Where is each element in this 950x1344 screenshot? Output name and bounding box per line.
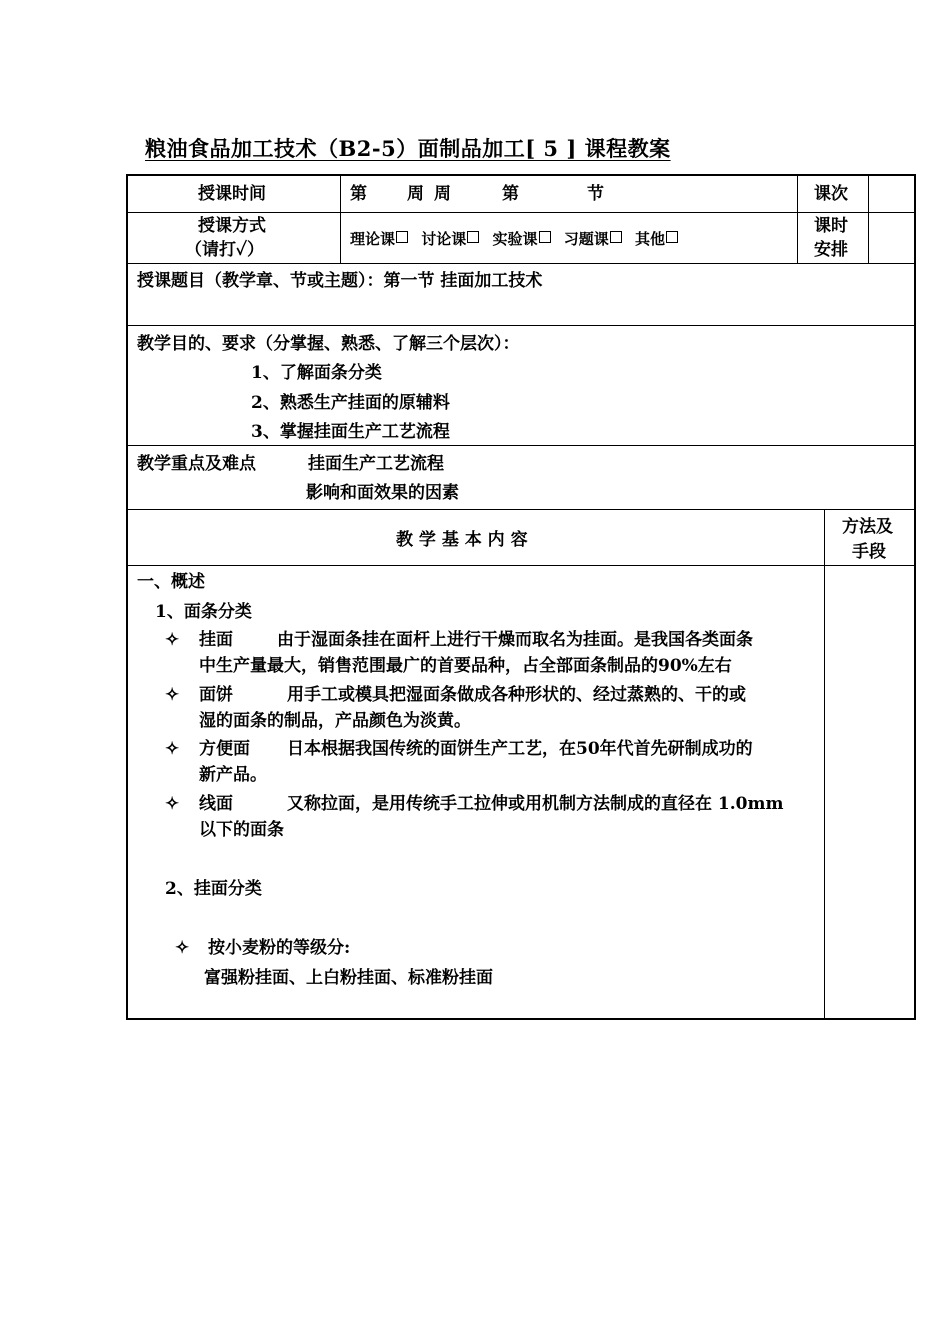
option-exercise: 习题课 <box>564 230 630 248</box>
noodle-subclass-heading: 2、挂面分类 <box>165 879 262 899</box>
class-hours-label: 课时 <box>814 216 848 236</box>
entry-desc: 日本根据我国传统的面饼生产工艺，在50年代首先研制成功的 <box>287 739 753 759</box>
entry-desc-cont: 中生产量最大，销售范围最广的首要品种，占全部面条制品的90%左右 <box>199 656 732 676</box>
row-divider <box>128 565 914 566</box>
entry-term: 挂面 <box>199 630 233 650</box>
keypoint-item: 挂面生产工艺流程 <box>308 454 444 474</box>
entry-desc: 由于湿面条挂在面杆上进行干燥而取名为挂面。是我国各类面条 <box>277 630 753 650</box>
teaching-mode-options <box>350 231 686 247</box>
diamond-bullet-icon: ✧ <box>165 630 180 650</box>
checkbox-other[interactable] <box>666 231 678 243</box>
col-divider <box>824 510 825 1018</box>
keypoints-label: 教学重点及难点 <box>137 454 256 474</box>
class-hours-label-2: 安排 <box>814 240 848 260</box>
diamond-bullet-icon: ✧ <box>165 739 180 759</box>
section-suffix: 节 <box>587 184 604 204</box>
section-overview-heading: 一、概述 <box>137 572 205 592</box>
col-divider <box>340 176 341 264</box>
method-header: 方法及 <box>842 517 893 537</box>
objective-item: 2、熟悉生产挂面的原辅料 <box>251 393 450 413</box>
method-header-2: 手段 <box>852 542 886 562</box>
checkbox-exercise[interactable] <box>610 231 622 243</box>
lesson-topic: 授课题目（教学章、节或主题）：第一节 挂面加工技术 <box>137 271 543 291</box>
noodle-classification-heading: 1、面条分类 <box>155 602 252 622</box>
week-prefix: 第 <box>350 184 367 204</box>
diamond-bullet-icon: ✧ <box>165 794 180 814</box>
entry-desc-cont: 新产品。 <box>199 765 267 785</box>
checkbox-theory[interactable] <box>396 231 408 243</box>
objectives-heading: 教学目的、要求（分掌握、熟悉、了解三个层次）： <box>137 334 520 354</box>
diamond-bullet-icon: ✧ <box>165 685 180 705</box>
weekday-label: 周 <box>434 184 451 204</box>
teaching-time-label: 授课时间 <box>198 184 266 204</box>
option-discussion: 讨论课 <box>421 230 487 248</box>
lesson-plan-table <box>126 174 916 1020</box>
col-divider <box>868 176 869 264</box>
entry-desc-cont: 湿的面条的制品，产品颜色为淡黄。 <box>199 711 471 731</box>
col-divider <box>797 176 798 264</box>
row-divider <box>128 325 914 326</box>
option-theory: 理论课 <box>350 230 416 248</box>
entry-term: 线面 <box>199 794 233 814</box>
teaching-mode-hint: （请打✓） <box>185 240 264 260</box>
content-header: 教 学 基 本 内 容 <box>396 530 528 550</box>
entry-desc: 又称拉面，是用传统手工拉伸或用机制方法制成的直径在 1.0mm <box>287 794 784 814</box>
checkbox-lab[interactable] <box>539 231 551 243</box>
option-other: 其他 <box>635 230 686 248</box>
entry-term: 面饼 <box>199 685 233 705</box>
section-prefix: 第 <box>502 184 519 204</box>
week-suffix: 周 <box>407 184 424 204</box>
objective-item: 3、掌握挂面生产工艺流程 <box>251 422 450 442</box>
diamond-bullet-icon: ✧ <box>175 938 190 958</box>
keypoint-item: 影响和面效果的因素 <box>306 483 459 503</box>
checkbox-discussion[interactable] <box>467 231 479 243</box>
class-count-label: 课次 <box>814 184 848 204</box>
entry-desc-cont: 以下的面条 <box>199 820 284 840</box>
entry-desc: 用手工或模具把湿面条做成各种形状的、经过蒸熟的、干的或 <box>287 685 746 705</box>
row-divider <box>128 445 914 446</box>
objective-item: 1、了解面条分类 <box>251 363 382 383</box>
grade-items: 富强粉挂面、上白粉挂面、标准粉挂面 <box>204 968 493 988</box>
entry-term: 方便面 <box>199 739 250 759</box>
grade-heading: 按小麦粉的等级分: <box>208 938 351 958</box>
row-divider <box>128 509 914 510</box>
page-title: 粮油食品加工技术（B2-5）面制品加工[ 5 ] 课程教案 <box>145 136 671 161</box>
option-lab: 实验课 <box>493 230 559 248</box>
teaching-mode-label: 授课方式 <box>198 216 266 236</box>
